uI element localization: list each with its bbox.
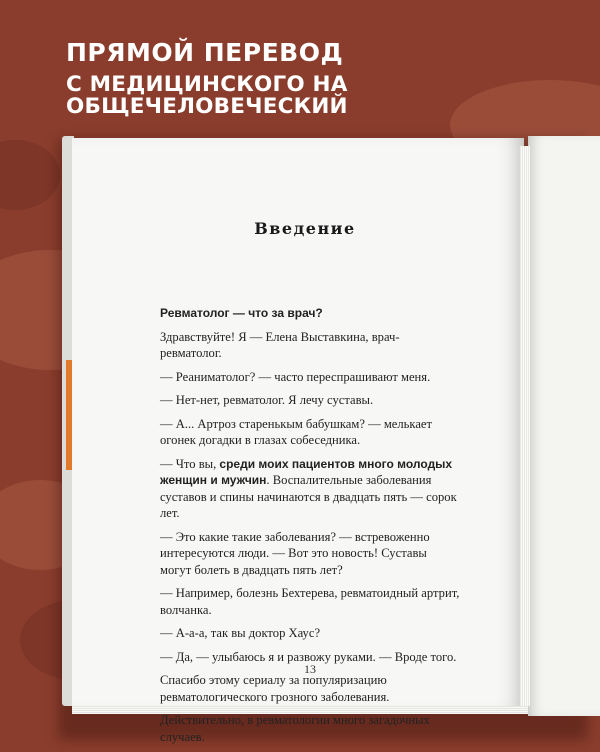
promo-headline xyxy=(66,40,600,117)
paragraph: — Например, болезнь Бехтерева, ревматоидный артрит, волчанка. xyxy=(160,586,460,617)
paragraph: — Нет-нет, ревматолог. Я лечу суставы. xyxy=(160,393,374,407)
paragraph: — Это какие такие заболевания? — встревоженно интересуются люди. — Вот это новость! Суставы могут болеть в двадцать пять лет? xyxy=(160,529,430,577)
page-stack xyxy=(520,146,530,706)
paragraph-text: — Что вы, xyxy=(160,456,220,471)
paragraph: Здравствуйте! Я — Елена Выставкина, врач-ревматолог. xyxy=(160,329,400,360)
paragraph: — А... Артроз старенькым бабушкам? — мелькает огонек догадки в глазах собеседника. xyxy=(160,416,433,447)
paragraph: Спасибо этому сериалу за популяризацию ревматологического грозного заболевания. xyxy=(160,673,390,704)
bold-phrase: среди моих пациентов много молодых женщин и мужчин xyxy=(160,456,453,487)
paragraph xyxy=(160,456,460,522)
headline-line-2: С МЕДИЦИНСКОГО НА ОБЩЕЧЕЛОВЕЧЕСКИЙ xyxy=(66,72,348,119)
paragraph: — А-а-а, так вы доктор Хаус? xyxy=(160,626,321,640)
page-text xyxy=(160,305,460,752)
background-blob xyxy=(0,140,60,210)
paragraph: — Да, — улыбаюсь я и развожу руками. — Вроде того. xyxy=(160,649,457,664)
paragraph: Действительно, в ревматологии много загадочных случаев. xyxy=(160,713,430,744)
section-heading: Ревматолог — что за врач? xyxy=(160,306,323,320)
paragraph-text: . Воспалительные заболевания суставов и спины начинаются в двадцать пять — сорок лет. xyxy=(160,473,457,520)
chapter-title: Введение xyxy=(254,219,356,238)
right-page xyxy=(528,136,600,716)
page-number: 13 xyxy=(304,662,316,676)
paragraph: — Реаниматолог? — часто переспрашивают меня. xyxy=(160,369,431,384)
headline-line-1: ПРЯМОЙ ПЕРЕВОД xyxy=(66,38,344,67)
